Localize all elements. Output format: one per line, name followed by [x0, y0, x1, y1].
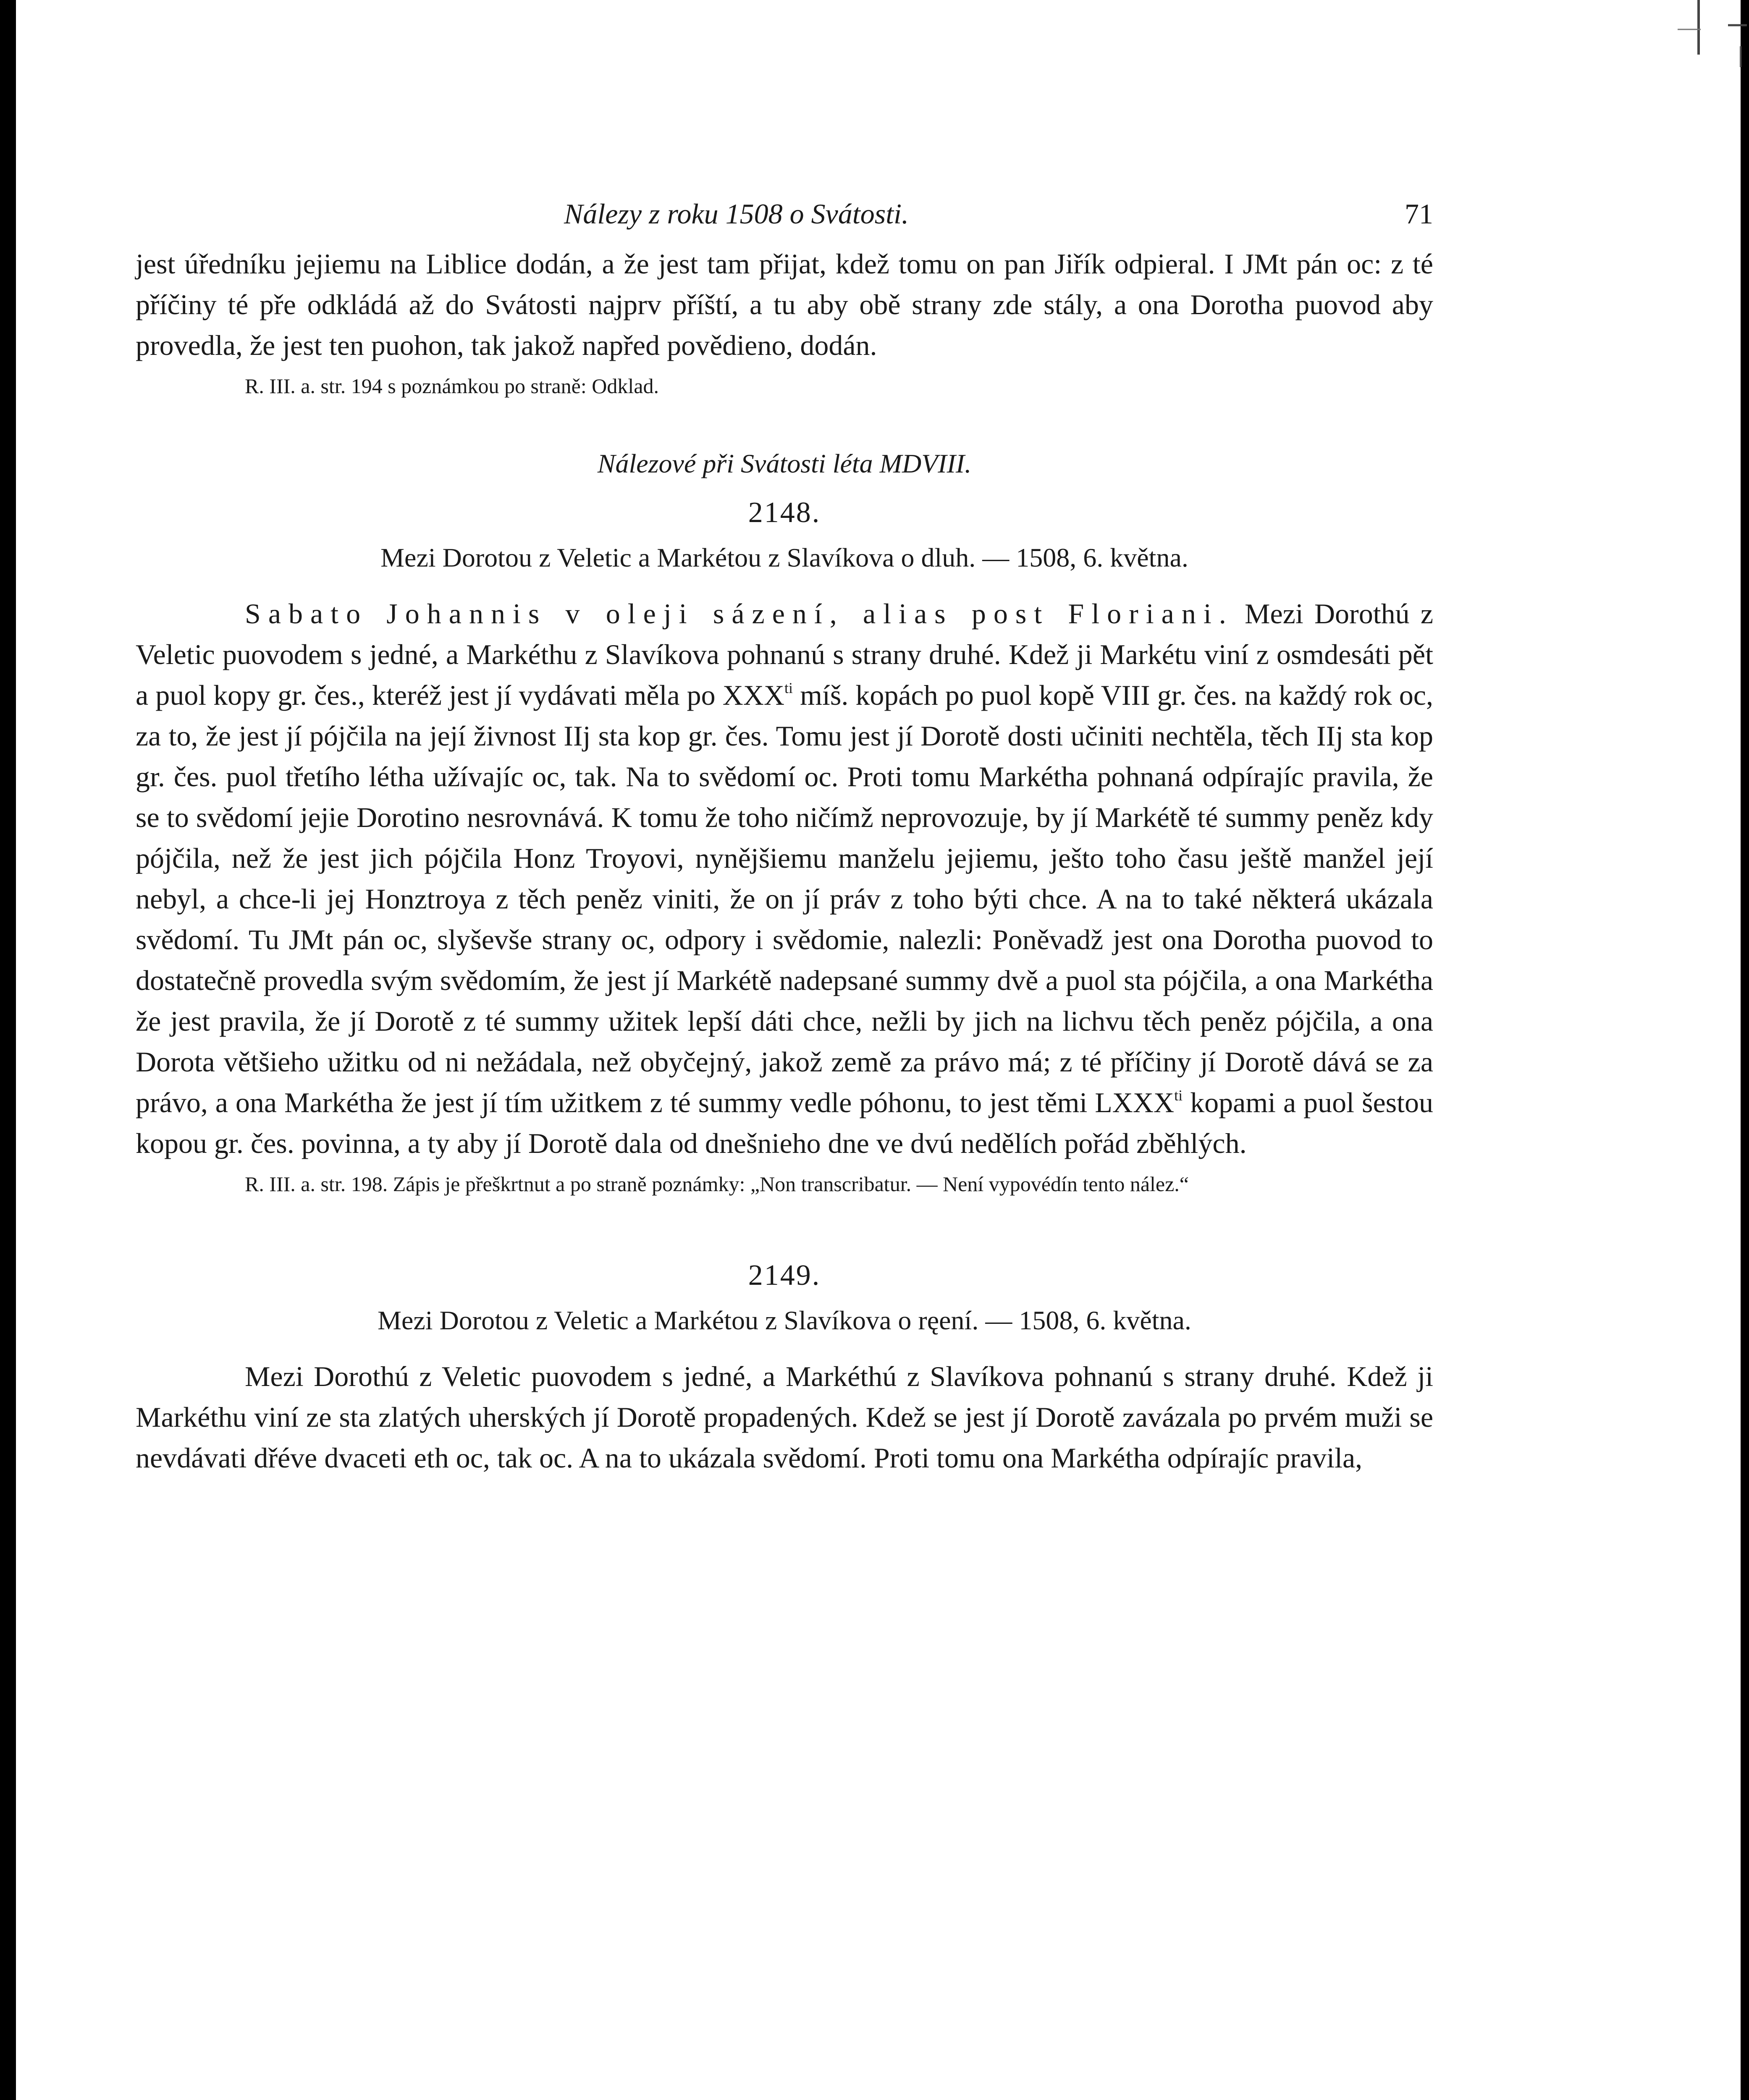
entry-text-2148-part2: míš. kopách po puol kopě VIII gr. čes. na každý rok oc, za to, že jest jí pójčila na její živnost IIj sta kop gr. čes. Tomu jest jí Dorotě dosti učiniti nechtěla, těch IIj sta kop gr. čes. puol třetího létha užívajíc oc, tak. Na to svědomí oc. Proti tomu Markétha pohnaná odpírajíc pravila, že se to svědomí jejie Dorotino nesrovnává. K tomu že toho ničímž neprovozuje, by jí Markétě té summy peněz kdy pójčila, než že jest jich pójčila Honz Troyovi, nynějšiemu manželu jejiemu, ješto toho času ještě manžel její nebyl, a chce-li jej Honztroya z těch peněz viniti, že on jí práv z toho býti chce. A na to také některá ukázala svědomí. Tu JMt pán oc, slyševše strany oc, odpory i svědomie, nalezli: Poněvadž jest ona Dorotha puovod to dostatečně provedla svým svědomím, že jest jí Markétě nadepsané summy dvě a puol sta pójčila, a ona Markétha že jest pravila, že jí Dorotě z té summy užitek lepší dáti chce, nežli by jich na lichvu těch peněz pójčila, a ona Dorota většieho užitku od ni nežádala, než obyčejný, jakož země za právo má; z té příčiny jí Dorotě dává se za právo, a ona Markétha že jest jí tím užitkem z té summy vedle póhonu, to jest těmi LXXX [136, 679, 1433, 1118]
entry-summary-2149: Mezi Dorotou z Veletic a Markétou z Slavíkova o ręení. — 1508, 6. května. [378, 1305, 1191, 1335]
entry-number-2149: 2149. [748, 1259, 821, 1292]
entry-text-2148 [136, 593, 1433, 1164]
entry-text-2149: Mezi Dorothú z Veletic puovodem s jedné, a Markéthú z Slavíkova pohnanú s strany druhé. Kdež ji Markéthu viní ze sta zlatých uherských jí Dorotě propadených. Kdež se jest jí Dorotě zavázala po prvém muži se nevdávati dřéve dvaceti eth oc, tak oc. A na to ukázala svědomí. Proti tomu ona Markétha odpírajíc pravila, [136, 1360, 1433, 1474]
section-heading: Nálezové při Svátosti léta MDVIII. [597, 449, 972, 478]
page-number: 71 [1405, 198, 1433, 230]
entry-number-2148: 2148. [748, 496, 821, 529]
entry-text-2148-part1: Mezi Dorothú z Veletic puovodem s jedné, a Markéthu z Slavíkova pohnanú s strany druhé. Kdež ji Markétu viní z osmdesáti pět a puol kopy gr. čes., kteréž jest jí vydávati měla po XXX [136, 598, 1434, 711]
scan-edge-marks [1602, 0, 1749, 80]
running-head [136, 197, 1433, 244]
intro-paragraph: jest úředníku jejiemu na Liblice dodán, a že jest tam přijat, kdež tomu on pan Jiřík odpieral. I JMt pán oc: z té příčiny té pře odkládá až do Svátosti najprv příští, a tu aby obě strany zde stály, a ona Dorotha puovod aby provedla, že jest ten puohon, tak jakož napřed povědieno, dodán. [136, 248, 1433, 361]
entry-summary-2148: Mezi Dorotou z Veletic a Markétou z Slavíkova o dluh. — 1508, 6. května. [380, 543, 1188, 572]
intro-note: R. III. a. str. 194 s poznámkou po straně: Odklad. [245, 374, 659, 398]
superscript-ti-2: ti [1174, 1087, 1183, 1104]
opening-date-phrase: Sabato Johannis v oleji sázení, alias post Floriani. [245, 598, 1234, 630]
entry-text-2148-part3: kopami a puol šestou kopou gr. čes. povinna, a ty aby jí Dorotě dala od dnešnieho dne ve dvú nedělích pořád zběhlých. [136, 1087, 1433, 1159]
entry-note-2148: R. III. a. str. 198. Zápis je přeškrtnut a po straně poznámky: „Non transcribatur. — Není vypovédín tento nález.“ [245, 1172, 1189, 1196]
running-title: Nálezy z roku 1508 o Svátosti. [564, 198, 909, 230]
superscript-ti-1: ti [784, 680, 793, 696]
book-page [136, 197, 1433, 1478]
